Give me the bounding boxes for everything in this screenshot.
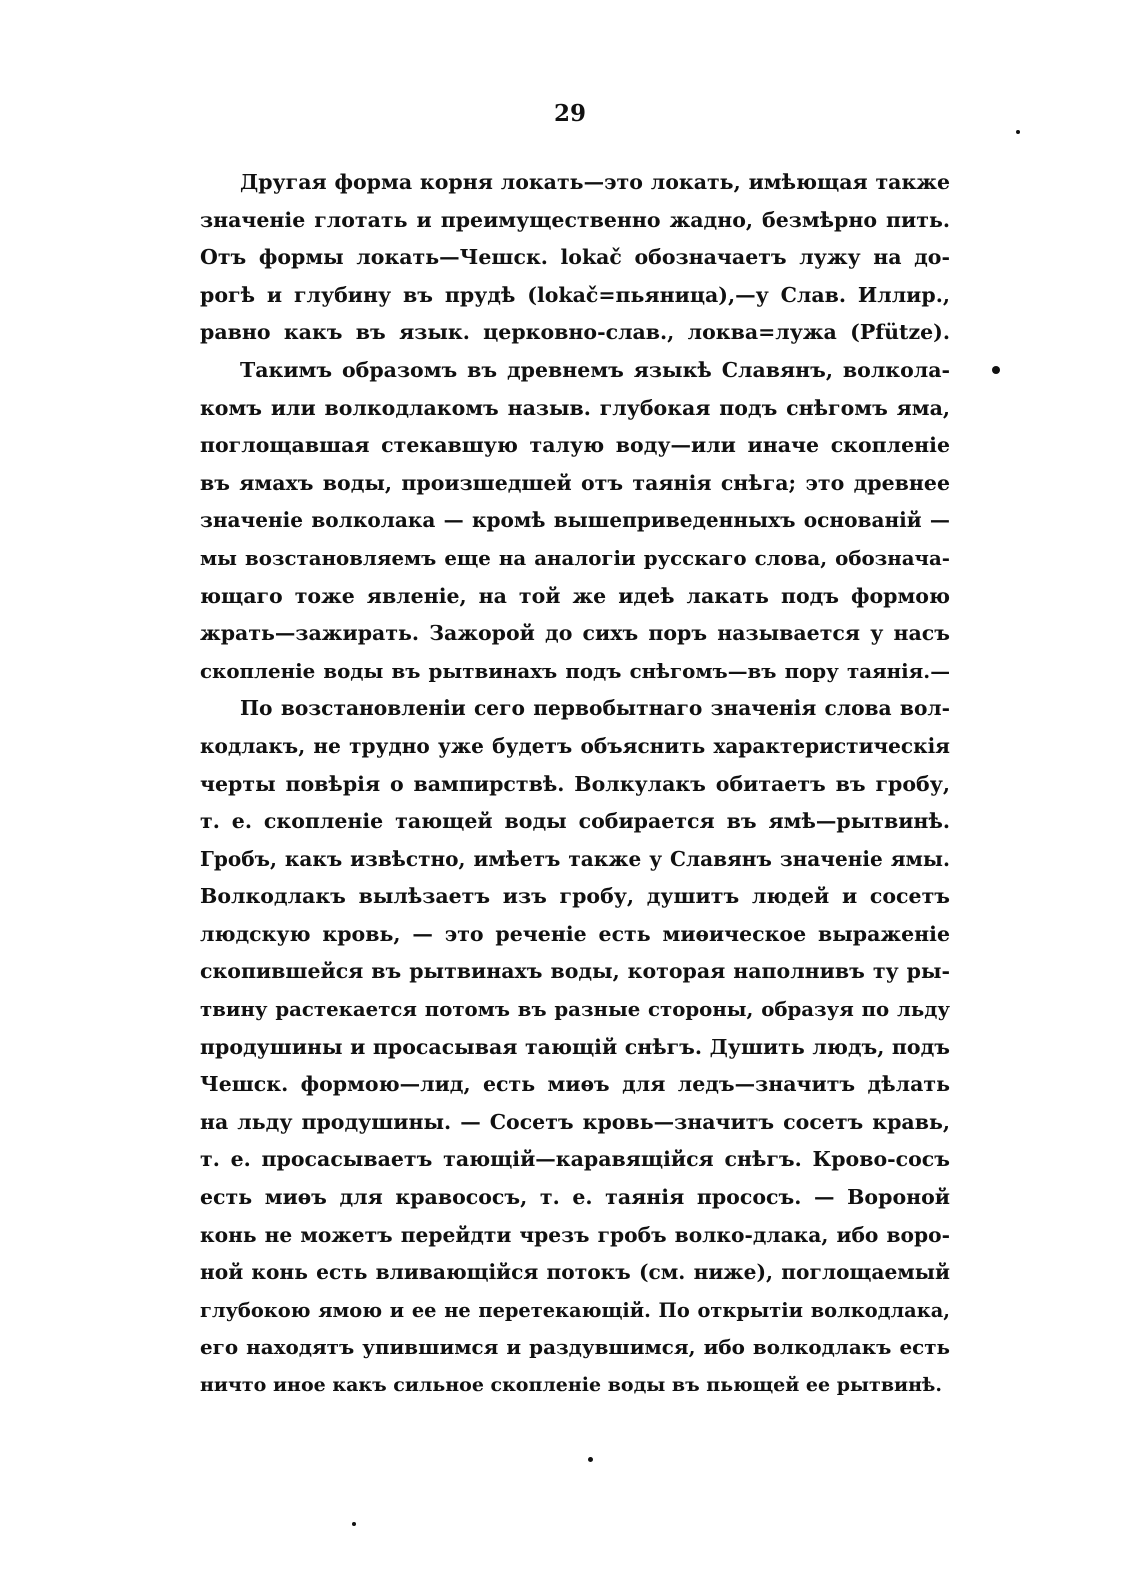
text-line: конь не можетъ перейдти чрезъ гробъ волко-длака, ибо воро- bbox=[200, 1222, 950, 1247]
text-line: Отъ формы локать—Чешск. lokač обозначаетъ лужу на до- bbox=[200, 245, 950, 270]
text-line: глубокою ямою и ее не перетекающій. По открытіи волкодлака, bbox=[200, 1298, 950, 1322]
paragraph-3 bbox=[200, 690, 950, 1404]
text-line: значеніе волколака — кромѣ вышеприведенныхъ основаній — bbox=[200, 508, 950, 533]
text-line: ничто иное какъ сильное скопленіе воды въ пьющей ее рытвинѣ. bbox=[200, 1374, 943, 1396]
text-line: значеніе глотать и преимущественно жадно, безмѣрно пить. bbox=[200, 207, 950, 232]
text-line: поглощавшая стекавшую талую воду—или иначе скопленіе bbox=[200, 433, 950, 458]
text-line: равно какъ въ язык. церковно-слав., локва=лужа (Pfütze). bbox=[200, 320, 950, 345]
text-line: его находятъ упившимся и раздувшимся, ибо волкодлакъ есть bbox=[200, 1335, 950, 1360]
text-line: Гробъ, какъ извѣстно, имѣетъ также у Славянъ значеніе ямы. bbox=[200, 846, 950, 871]
paragraph-2 bbox=[200, 352, 950, 690]
text-line: ной конь есть вливающійся потокъ (см. ниже), поглощаемый bbox=[200, 1260, 950, 1285]
scan-speck bbox=[992, 366, 1000, 374]
text-line: Волкодлакъ вылѣзаетъ изъ гробу, душитъ людей и сосетъ bbox=[200, 884, 950, 909]
text-line: черты повѣрія о вампирствѣ. Волкулакъ обитаетъ въ гробу, bbox=[200, 771, 950, 796]
paragraph-1 bbox=[200, 164, 950, 352]
text-line: кодлакъ, не трудно уже будетъ объяснить характеристическія bbox=[200, 733, 950, 758]
text-line: комъ или волкодлакомъ назыв. глубокая подъ снѣгомъ яма, bbox=[200, 395, 950, 420]
scan-speck bbox=[1016, 130, 1020, 134]
text-line: Чешск. формою—лид, есть миѳъ для ледъ—значитъ дѣлать bbox=[200, 1072, 950, 1097]
text-line: твину растекается потомъ въ разные стороны, образуя по льду bbox=[200, 997, 950, 1022]
text-line: Другая форма корня локать—это локать, имѣющая также bbox=[240, 170, 950, 194]
text-line: т. е. просасываетъ тающій—каравящійся снѣгъ. Крово-сосъ bbox=[200, 1147, 950, 1172]
text-line: скопившейся въ рытвинахъ воды, которая наполнивъ ту ры- bbox=[200, 959, 950, 984]
text-line: рогѣ и глубину въ прудѣ (lokač=пьяница),—у Слав. Иллир., bbox=[200, 282, 950, 307]
text-line: въ ямахъ воды, произшедшей отъ таянія снѣга; это древнее bbox=[200, 470, 950, 495]
text-line: людскую кровь, — это реченіе есть миѳическое выраженіе bbox=[200, 921, 950, 946]
text-line: По возстановленіи сего первобытнаго значенія слова вол- bbox=[240, 696, 950, 721]
text-line: т. е. скопленіе тающей воды собирается въ ямѣ—рытвинѣ. bbox=[200, 809, 950, 834]
text-line: скопленіе воды въ рытвинахъ подъ снѣгомъ—въ пору таянія.— bbox=[200, 658, 950, 683]
text-line: мы возстановляемъ еще на аналогіи русскаго слова, обознача- bbox=[200, 545, 950, 570]
text-line: ющаго тоже явленіе, на той же идеѣ лакать подъ формою bbox=[200, 583, 950, 608]
scan-speck bbox=[352, 1522, 356, 1526]
body-text bbox=[200, 164, 950, 1405]
text-line: есть миѳъ для кравососъ, т. е. таянія прососъ. — Вороной bbox=[200, 1185, 950, 1210]
text-line: жрать—зажирать. Зажорой до сихъ поръ называется у насъ bbox=[200, 621, 950, 646]
text-line: на льду продушины. — Сосетъ кровь—значитъ сосетъ кравь, bbox=[200, 1109, 950, 1134]
page-number: 29 bbox=[553, 100, 586, 127]
scan-speck bbox=[588, 1457, 593, 1462]
text-line: продушины и просасывая тающій снѣгъ. Душить людъ, подъ bbox=[200, 1034, 950, 1059]
text-line: Такимъ образомъ въ древнемъ языкѣ Славянъ, волкола- bbox=[240, 357, 950, 382]
